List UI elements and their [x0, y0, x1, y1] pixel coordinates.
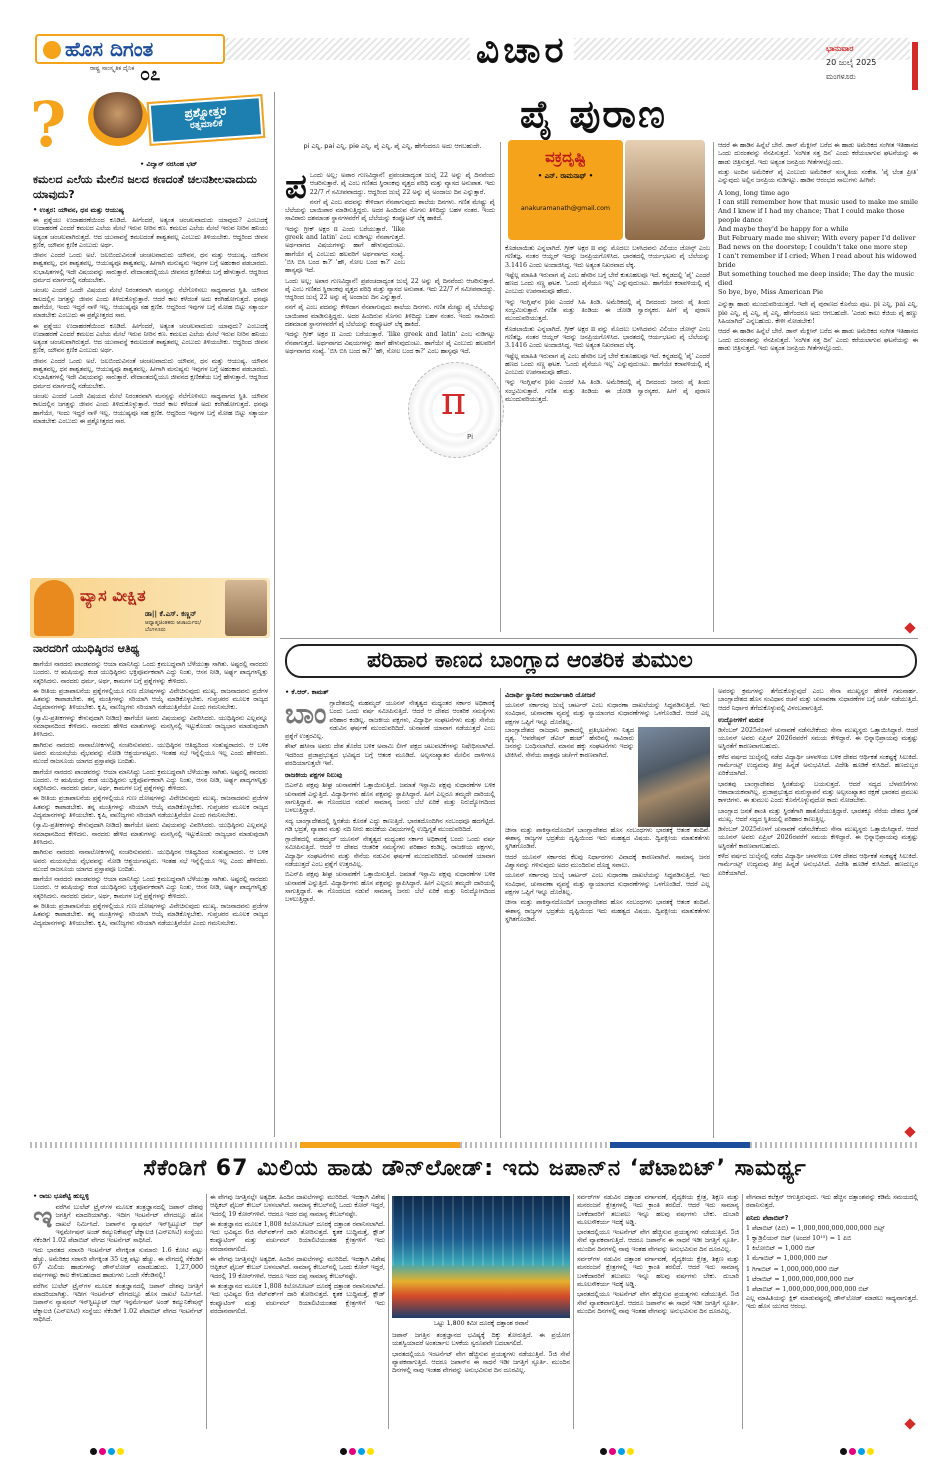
bangla-author: • ಕೆ.ಆರ್. ಕಾಮತ್	[285, 688, 329, 696]
fiber-optic-photo	[392, 1196, 570, 1318]
section-title: ವಿಚಾರ	[470, 30, 574, 72]
vyasa-author: ಡಾ|| ಕೆ.ಎಸ್. ಕಣ್ಣನ್	[145, 610, 197, 618]
japan-paragraph: ವರೆಗಿನ ಬುಲೆಟ್ ಟ್ರೈನ್‌ಗಳ ಮೂಲಕ ತಂತ್ರಜ್ಞಾನದಲ್ಲಿ ಜಪಾನ್ ದೇಶವು ಜಗತ್ತಿಗೆ ಮಾದರಿಯಾಗಿತ್ತು. ಇದೀಗ ಇಂಟರ್ನೆಟ್ ವೇಗದಲ್ಲೂ ಹೊಸ ದಾಖಲೆ ನಿರ್ಮಿಸಿದೆ. ಜಪಾನ್‌ನ ನ್ಯಾಷನಲ್ ಇನ್‌ಸ್ಟಿಟ್ಯೂಟ್ ಆಫ್ ಇನ್ಫರ್ಮೇಷನ್ ಅಂಡ್ ಕಮ್ಯುನಿಕೇಷನ್ಸ್ ಟೆಕ್ನಾಲಜಿ (ಎನ್‌ಐಸಿಟಿ) ಸಂಸ್ಥೆಯು ಸೆಕೆಂಡಿಗೆ 1.02 ಪೆಟಾಬಿಟ್ ವೇಗದ ಇಂಟರ್ನೆಟ್ ಸಾಧಿಸಿದೆ.	[33, 1204, 203, 1245]
qa-body	[33, 172, 268, 577]
japan-stripe-orange	[300, 1142, 460, 1148]
japan-stripe-bar	[30, 1142, 918, 1148]
bangla-paragraph: ಕಳೆದ ವರ್ಷದ ಜುಲೈನಲ್ಲಿ ನಡೆದ ವಿದ್ಯಾರ್ಥಿ ಚಳವಳಿಯ ಬಳಿಕ ದೇಶದ ಆರ್ಥಿಕತೆ ಸಂಕಷ್ಟಕ್ಕೆ ಸಿಲುಕಿದೆ. ಗಾರ್ಮೆಂಟ್ಸ್ ಉದ್ಯಮವು ತೀವ್ರ ಹಿನ್ನಡೆ ಅನುಭವಿಸಿದೆ. ವಿದೇಶಿ ಹೂಡಿಕೆ ಕುಸಿದಿದೆ. ಹಣದುಬ್ಬರ ಏರಿಕೆಯಾಗಿದೆ.	[718, 753, 918, 778]
japan-paragraph: ಭಾರತದಲ್ಲಿಯೂ ಇಂಟರ್ನೆಟ್ ವೇಗ ಹೆಚ್ಚಿಸುವ ಪ್ರಯತ್ನಗಳು ನಡೆಯುತ್ತಿವೆ. 5ಜಿ ಸೇವೆ ವ್ಯಾಪಕವಾಗುತ್ತಿದೆ. ಆದರೂ ಜಪಾನ್‌ನ ಈ ಸಾಧನೆ ಇಡೀ ಜಗತ್ತಿಗೆ ಸ್ಫೂರ್ತಿ. ಮುಂದಿನ ದಿನಗಳಲ್ಲಿ ನಾವು ಇಂತಹ ವೇಗವನ್ನು ಅನುಭವಿಸುವ ದಿನ ದೂರವಿಲ್ಲ.	[577, 1291, 739, 1315]
japan-paragraph: ವರೆಗಿನ ಬುಲೆಟ್ ಟ್ರೈನ್‌ಗಳ ಮೂಲಕ ತಂತ್ರಜ್ಞಾನದಲ್ಲಿ ಜಪಾನ್ ದೇಶವು ಜಗತ್ತಿಗೆ ಮಾದರಿಯಾಗಿತ್ತು. ಇದೀಗ ಇಂಟರ್ನೆಟ್ ವೇಗದಲ್ಲೂ ಹೊಸ ದಾಖಲೆ ನಿರ್ಮಿಸಿದೆ. ಜಪಾನ್‌ನ ನ್ಯಾಷನಲ್ ಇನ್‌ಸ್ಟಿಟ್ಯೂಟ್ ಆಫ್ ಇನ್ಫರ್ಮೇಷನ್ ಅಂಡ್ ಕಮ್ಯುನಿಕೇಷನ್ಸ್ ಟೆಕ್ನಾಲಜಿ (ಎನ್‌ಐಸಿಟಿ) ಸಂಸ್ಥೆಯು ಸೆಕೆಂಡಿಗೆ 1.02 ಪೆಟಾಬಿಟ್ ವೇಗದ ಇಂಟರ್ನೆಟ್ ಸಾಧಿಸಿದೆ.	[33, 1282, 203, 1323]
petabit-item: 1 ಪೆಟಾಬಿಟ್ (ಪಿಬಿ) = 1,000,000,000,000,000 ಬಿಟ್ಸ್	[746, 1224, 885, 1232]
pie-paragraph: ಇದನ್ನು ಗ್ರೀಕ್ ಅಕ್ಷರ π ಎಂದು ಬರೆಯುತ್ತಾರೆ. 'like greek and latin' ಎಂಬ ನುಡಿಗಟ್ಟು ನೆನಪಾಗುತ್ತದೆ. ಅರ್ಥವಾಗದ ವಿಷಯಗಳನ್ನು ಹಾಗೆ ಹೇಳುವುದುಂಟು. ಹಾಗೆಯೇ ಪೈ ಎಂಬುದು ಹಲವರಿಗೆ ಅರ್ಥವಾಗದ ಸಂಖ್ಯೆ. 'ಬಿಸಿ ಬಿಸಿ ಬಂದ ಕಾ?' 'ಹೌ, ಸೋಲ ಬಂದ ಕಾ?' ಎಂಬ ಹಾಸ್ಯವೂ ಇದೆ.	[285, 225, 405, 275]
qa-paragraph: ಚಂಚಲ ಎಂದರೆ ಒಂದೇ ವಿಷಯದ ಮೇಲೆ ನಿರಂತರವಾಗಿ ಮನಸ್ಸನ್ನು ನೆಲೆಗೊಳಿಸಲು ಸಾಧ್ಯವಾಗದ ಸ್ಥಿತಿ. ಯೌವನ ಕಾಲದಲ್ಲಿನ ಜಗತ್ತನ್ನು ಜೀವನ ಎಂದು ತಿಳಿದುಕೊಳ್ಳುತ್ತಾರೆ. ಆದರೆ ಕಾಲ ಕಳೆದಂತೆ ಅದು ಕರಗಿಹೋಗುತ್ತದೆ. ಧನವೂ ಹಾಗೆಯೇ, ಇಂದು ಇದ್ದರೆ ನಾಳೆ ಇಲ್ಲ. ಆಯುಷ್ಯವೂ ಸಹ ಕ್ಷಣಿಕ. ಆದ್ದರಿಂದ ಇವುಗಳ ಬಗ್ಗೆ ಮೋಹ ಬಿಟ್ಟು ಸತ್ಕಾರ್ಯ ಮಾಡಬೇಕು ಎಂಬುದು ಈ ಪ್ರಶ್ನೋತ್ತರದ ಸಾರ.	[33, 287, 268, 320]
japan-paragraph: ಭಾರತದಲ್ಲಿಯೂ ಇಂಟರ್ನೆಟ್ ವೇಗ ಹೆಚ್ಚಿಸುವ ಪ್ರಯತ್ನಗಳು ನಡೆಯುತ್ತಿವೆ. 5ಜಿ ಸೇವೆ ವ್ಯಾಪಕವಾಗುತ್ತಿದೆ. ಆದರೂ ಜಪಾನ್‌ನ ಈ ಸಾಧನೆ ಇಡೀ ಜಗತ್ತಿಗೆ ಸ್ಫೂರ್ತಿ. ಮುಂದಿನ ದಿನಗಳಲ್ಲಿ ನಾವು ಇಂತಹ ವೇಗವನ್ನು ಅನುಭವಿಸುವ ದಿನ ದೂರವಿಲ್ಲ.	[392, 1350, 570, 1375]
lotus-icon	[43, 41, 61, 59]
lyric-line: A long, long time ago	[718, 189, 790, 198]
pie-paragraph: ಆದರೆ ಈ ಹಾಡಿನ ಹಿನ್ನೆಲೆ ಬೇರೆ. ಡಾನ್ ಮೆಕ್ಲೀನ್ ಬರೆದ ಈ ಹಾಡು ಅಮೆರಿಕದ ಸಂಗೀತ ಇತಿಹಾಸದ ಒಂದು ದುರಂತವನ್ನು ನೆನಪಿಸುತ್ತದೆ. 'ಸಂಗೀತ ಸತ್ತ ದಿನ' ಎಂದು ಕರೆಯಲಾಗುವ ಘಟನೆಯನ್ನು ಈ ಹಾಡು ಚಿತ್ರಿಸುತ್ತದೆ. ಇದು ಅತ್ಯಂತ ಜನಪ್ರಿಯ ಗೀತೆಗಳಲ್ಲೊಂದು.	[718, 328, 918, 352]
server-rack-lines	[392, 1196, 570, 1266]
japan-headline: ಸೆಕೆಂಡಿಗೆ 67 ಮಿಲಿಯ ಹಾಡು ಡೌನ್‌ಲೋಡ್: ಇದು ಜಪಾನ್‌ನ ‘ಪೆಟಾಬಿಟ್’ ಸಾಮರ್ಥ್ಯ	[143, 1156, 807, 1181]
japan-col2	[210, 1194, 385, 1429]
qa-badge-title: ಪ್ರಶ್ನೋತ್ತರ	[184, 103, 227, 121]
bangla-paragraph: ಕಳೆದ ವರ್ಷದ ಜುಲೈನಲ್ಲಿ ನಡೆದ ವಿದ್ಯಾರ್ಥಿ ಚಳವಳಿಯ ಬಳಿಕ ದೇಶದ ಆರ್ಥಿಕತೆ ಸಂಕಷ್ಟಕ್ಕೆ ಸಿಲುಕಿದೆ. ಗಾರ್ಮೆಂಟ್ಸ್ ಉದ್ಯಮವು ತೀವ್ರ ಹಿನ್ನಡೆ ಅನುಭವಿಸಿದೆ. ವಿದೇಶಿ ಹೂಡಿಕೆ ಕುಸಿದಿದೆ. ಹಣದುಬ್ಬರ ಏರಿಕೆಯಾಗಿದೆ.	[718, 853, 918, 877]
column-divider	[500, 142, 501, 632]
pie-headline: ಪೈ ಪುರಾಣ	[520, 92, 667, 136]
vyasa-paragraph: ಹಾಗೆಯೇ ನಾರದರು ಪಾಂಡವರನ್ನು ಆಯಾ ಮಾನಿಸಿದ್ದು ಒಂದು ಕ್ರಮಬದ್ಧವಾಗಿ ಬೆಳೆಯುತ್ತಾ ಸಾಗಿತು. ಅಷ್ಟರಲ್ಲಿ ನಾರದರು ಬಂದರು. ಆ ಋಷಿಯನ್ನು ಕಂಡ ಯುಧಿಷ್ಠಿರನು ಭಕ್ತಿಪೂರ್ವಕವಾಗಿ ಎದ್ದು ನಿಂತು, ಆಸನ ನೀಡಿ, ಅರ್ಘ್ಯ ಪಾದ್ಯಗಳನ್ನಿತ್ತು ಸತ್ಕರಿಸಿದನು. ನಾರದರು ಧರ್ಮ, ಅರ್ಥ, ಕಾಮಗಳ ಬಗ್ಗೆ ಪ್ರಶ್ನೆಗಳನ್ನು ಕೇಳಿದರು.	[33, 661, 268, 685]
qa-paragraph: ಜೀವನ ಎಂದರೆ ಒಂದು ಅಲೆ. ಜಲಬಿಂದುವಿನಂತೆ ಚಂಚಲವಾದುದು ಯೌವನ, ಧನ ಮತ್ತು ಆಯುಷ್ಯ. ಯೌವನ ಶಾಶ್ವತವಲ್ಲ, ಧನ ಶಾಶ್ವತವಲ್ಲ, ಆಯುಷ್ಯವೂ ಶಾಶ್ವತವಲ್ಲ. ಹೀಗಾಗಿ ಮನುಷ್ಯನು ಇವುಗಳ ಬಗ್ಗೆ ಅಹಂಕಾರ ಪಡಬಾರದು. ಸುಭಾಷಿತಗಳಲ್ಲಿ ಇದೇ ವಿಷಯವನ್ನು ಸಾರುತ್ತಾರೆ. ವೇದಾಂತದಲ್ಲಿಯೂ ಜೀವನದ ಕ್ಷಣಿಕತೆಯ ಬಗ್ಗೆ ಹೇಳುತ್ತಾರೆ. ಆದ್ದರಿಂದ ಧರ್ಮದ ಮಾರ್ಗದಲ್ಲಿ ನಡೆಯಬೇಕು.	[33, 252, 268, 285]
vyasa-headline: ನಾರದರಿಗೆ ಯುಧಿಷ್ಠಿರನ ಆತಿಥ್ಯ	[33, 642, 140, 655]
lyric-line: Bad news on the doorstep; I couldn't take one more step	[718, 243, 908, 252]
pie-column-name: ವಕ್ರದೃಷ್ಟಿ	[545, 148, 586, 166]
bangla-paragraph: ಚೀನಾ ಮತ್ತು ಪಾಕಿಸ್ತಾನದೊಂದಿಗೆ ಬಾಂಗ್ಲಾದೇಶದ ಹೊಸ ಸಂಬಂಧಗಳು ಭಾರತಕ್ಕೆ ಆತಂಕ ತಂದಿವೆ. ಈಶಾನ್ಯ ರಾಜ್ಯಗಳ ಭದ್ರತೆಯ ದೃಷ್ಟಿಯಿಂದ ಇದು ಮಹತ್ವದ ವಿಷಯ. ದ್ವಿಪಕ್ಷೀಯ ಮಾತುಕತೆಗಳು ಸ್ಥಗಿತಗೊಂಡಿವೆ.	[505, 899, 710, 923]
qa-badge	[149, 96, 264, 144]
bangla-headline-bar	[285, 644, 917, 678]
japan-stripe-blue	[610, 1142, 750, 1148]
page-number: ೦೭	[140, 64, 161, 85]
pie-author: • ಎನ್. ರಾಮನಾಥ್ •	[537, 172, 594, 180]
pie-paragraph: ಇನ್ನು ಇಂಗ್ಲಿಷ್‌ನ pie ಎಂದರೆ ಸಿಹಿ ತಿಂಡಿ. ಅಮೆರಿಕದಲ್ಲಿ ಪೈ ದಿನದಂದು ಜನರು ಪೈ ತಿಂದು ಸಂಭ್ರಮಿಸುತ್ತಾರೆ. ಗಣಿತ ಮತ್ತು ತಿಂಡಿಯ ಈ ಜೋಡಿ ಸ್ವಾರಸ್ಯಕರ. ಹೀಗೆ ಪೈ ಪುರಾಣ ಮುಂದುವರಿಯುತ್ತದೆ.	[505, 298, 710, 323]
logo-text: ಹೊಸ ದಿಗಂತ	[65, 37, 154, 61]
qa-badge-sub: ರತ್ನಮಾಲಿಕೆ	[189, 118, 223, 132]
japan-paragraph: ಸರ್ವರ್‌ಗಳ ನಡುವಿನ ದತ್ತಾಂಶ ವರ್ಗಾವಣೆ, ವೈದ್ಯಕೀಯ ಕ್ಷೇತ್ರ, ಶಿಕ್ಷಣ ಮತ್ತು ಮನರಂಜನೆ ಕ್ಷೇತ್ರಗಳಲ್ಲಿ ಇದು ಕ್ರಾಂತಿ ತರಲಿದೆ. ಆದರೆ ಇದು ಸಾಮಾನ್ಯ ಬಳಕೆದಾರರಿಗೆ ತಲುಪಲು ಇನ್ನೂ ಹಲವು ವರ್ಷಗಳು ಬೇಕು. ದುಬಾರಿ ಮೂಲಸೌಕರ್ಯ ಇದಕ್ಕೆ ಅಡ್ಡಿ.	[577, 1194, 739, 1226]
bangla-subhead: ಉದ್ಭೋಗಳಿಗೆ ಮರುಕ	[718, 715, 764, 724]
bangla-paragraph: ಯೂನಸ್ ಸರ್ಕಾರವು ಜುಲೈ ಚಾರ್ಟರ್ ಎಂಬ ಸುಧಾರಣಾ ದಾಖಲೆಯನ್ನು ಸಿದ್ಧಪಡಿಸುತ್ತಿದೆ. ಇದು ಸಂವಿಧಾನ, ಚುನಾವಣಾ ವ್ಯವಸ್ಥೆ ಮತ್ತು ನ್ಯಾಯಾಂಗದ ಸುಧಾರಣೆಗಳನ್ನು ಒಳಗೊಂಡಿದೆ. ಆದರೆ ಎಲ್ಲ ಪಕ್ಷಗಳ ಒಪ್ಪಿಗೆ ಇನ್ನೂ ದೊರೆತಿಲ್ಲ.	[505, 702, 710, 726]
pie-paragraph: ಇಷ್ಟೆಲ್ಲ ಮಾಹಿತಿ ಇರುವಾಗ ಪೈ ಎಂಬ ಹೆಸರಿನ ಬಗ್ಗೆ ಬೇರೆ ಕುತೂಹಲವೂ ಇದೆ. ಕನ್ನಡದಲ್ಲಿ 'ಪೈ' ಎಂದರೆ ಹಣದ ಒಂದು ಸಣ್ಣ ಘಟಕ. 'ಒಂದು ಪೈಸೆಯೂ ಇಲ್ಲ' ಎನ್ನುವುದುಂಟು. ಹಾಗೆಯೇ ಕರಾವಳಿಯಲ್ಲಿ ಪೈ ಎಂಬುದು ಉಪನಾಮವೂ ಹೌದು.	[505, 352, 710, 377]
pie-paragraph: ಒಂದು ಅಲ್ಲ; ಅಪಾರ ಗುಣವಿದ್ದಾನೆ! ಪ್ರಪಂಚದಾದ್ಯಂತ ಜುಲೈ 22 ಅನ್ನು ಪೈ ದಿನವೆಂದು ಆಚರಿಸುತ್ತಾರೆ. ಪೈ ಎಂಬ ಗಣಿತದ ಸ್ಥಿರಾಂಕವು ವೃತ್ತದ ಪರಿಧಿ ಮತ್ತು ವ್ಯಾಸದ ಅನುಪಾತ. ಇದು 22/7 ಗೆ ಸಮೀಪವಾದದ್ದು. ಆದ್ದರಿಂದ ಜುಲೈ 22 ಅನ್ನು ಪೈ ಅಂದಾಜು ದಿನ ಎನ್ನುತ್ತಾರೆ.	[285, 277, 495, 302]
pie-author-photo	[625, 140, 705, 240]
pie-paragraph: ಕೊಡಲಾಯಿತು ಎನ್ನಲಾಗಿದೆ. ಗ್ರೀಕ್ ಅಕ್ಷರ π ವನ್ನು ಮೊದಲು ಬಳಸಿದವನು ವಿಲಿಯಂ ಜೋನ್ಸ್ ಎಂಬ ಗಣಿತಜ್ಞ. ನಂತರ ಆಯ್ಲರ್ ಇದನ್ನು ಜನಪ್ರಿಯಗೊಳಿಸಿದ. ಭಾರತದಲ್ಲಿ ಆರ್ಯಭಟನು ಪೈ ಬೆಲೆಯನ್ನು 3.1416 ಎಂದು ಅಂದಾಜಿಸಿದ್ದ. ಇದು ಅತ್ಯಂತ ನಿಖರವಾದ ಲೆಕ್ಕ.	[505, 245, 710, 269]
bangla-subhead: ರಾಜಕೀಯ ಪಕ್ಷಗಳ ನಿಲುವು	[285, 771, 343, 780]
column-divider	[713, 142, 714, 632]
bangla-col1	[285, 700, 495, 1140]
vyasa-author-role: ಆಧ್ಯಾತ್ಮಚಿಂತಕರು ಆಚಾರ್ಯರು/ಬೆಂಗಳೂರು	[145, 620, 202, 633]
pie-column-box	[508, 140, 623, 240]
vyasa-paragraph: ಹಾಗೆಯೇ ನಾರದರು ಪಾಂಡವರನ್ನು ಆಯಾ ಮಾನಿಸಿದ್ದು ಒಂದು ಕ್ರಮಬದ್ಧವಾಗಿ ಬೆಳೆಯುತ್ತಾ ಸಾಗಿತು. ಅಷ್ಟರಲ್ಲಿ ನಾರದರು ಬಂದರು. ಆ ಋಷಿಯನ್ನು ಕಂಡ ಯುಧಿಷ್ಠಿರನು ಭಕ್ತಿಪೂರ್ವಕವಾಗಿ ಎದ್ದು ನಿಂತು, ಆಸನ ನೀಡಿ, ಅರ್ಘ್ಯ ಪಾದ್ಯಗಳನ್ನಿತ್ತು ಸತ್ಕರಿಸಿದನು. ನಾರದರು ಧರ್ಮ, ಅರ್ಥ, ಕಾಮಗಳ ಬಗ್ಗೆ ಪ್ರಶ್ನೆಗಳನ್ನು ಕೇಳಿದರು.	[33, 876, 268, 900]
lyric-line: I can still remember how that music used to make me smile	[718, 198, 918, 207]
issue-day: ಭಾನುವಾರ	[826, 44, 854, 53]
japan-paragraph: ಎಲ್ಲ ಮಾಹಿತಿಯನ್ನು ಕ್ಲಿಕ್ ಮಾಡುವಷ್ಟರಲ್ಲಿ ಡೌನ್‌ಲೋಡ್ ಮಾಡಲು ಸಾಧ್ಯವಾಗುತ್ತದೆ. ಇದು ಹೊಸ ಯುಗದ ಆರಂಭ.	[746, 1294, 918, 1310]
pi-graphic	[408, 362, 504, 458]
qa-paragraph: ಚಂಚಲ ಎಂದರೆ ಒಂದೇ ವಿಷಯದ ಮೇಲೆ ನಿರಂತರವಾಗಿ ಮನಸ್ಸನ್ನು ನೆಲೆಗೊಳಿಸಲು ಸಾಧ್ಯವಾಗದ ಸ್ಥಿತಿ. ಯೌವನ ಕಾಲದಲ್ಲಿನ ಜಗತ್ತನ್ನು ಜೀವನ ಎಂದು ತಿಳಿದುಕೊಳ್ಳುತ್ತಾರೆ. ಆದರೆ ಕಾಲ ಕಳೆದಂತೆ ಅದು ಕರಗಿಹೋಗುತ್ತದೆ. ಧನವೂ ಹಾಗೆಯೇ, ಇಂದು ಇದ್ದರೆ ನಾಳೆ ಇಲ್ಲ. ಆಯುಷ್ಯವೂ ಸಹ ಕ್ಷಣಿಕ. ಆದ್ದರಿಂದ ಇವುಗಳ ಬಗ್ಗೆ ಮೋಹ ಬಿಟ್ಟು ಸತ್ಕಾರ್ಯ ಮಾಡಬೇಕು ಎಂಬುದು ಈ ಪ್ರಶ್ನೋತ್ತರದ ಸಾರ.	[33, 392, 268, 425]
pie-paragraph: ಎನ್ನುತ್ತಾ ಹಾಡು ಮುಂದುವರಿಯುತ್ತದೆ. ಇದೇ ಪೈ ಪುರಾಣದ ಕೊನೆಯ ಪುಟ. pi ಎನ್ನಿ, pai ಎನ್ನಿ, pie ಎನ್ನಿ, ಪೈ ಎನ್ನಿ, ಪೈ ಎನ್ನಿ, ಹೇಗೆಂದರೂ ಅದು ಆಗಬಹುದೇ. 'ಎರಡು ಕಾಲು ಕೆಜಿಯ ಪೈ ಹಣ್ಣು ಸಿಹಿಯಾಗಿದೆ' ಎನ್ನಬಹುದು. ಕೇಳೀ ನೋಡಬೇಕು!	[718, 301, 918, 326]
qa-paragraph: ಈ ಪ್ರಶ್ನೆಯು ಉದಾಹರಣೆಯಿಂದ ಕೂಡಿದೆ. ಹೀಗೆಂದರೆ, ಅತ್ಯಂತ ಚಂಚಲವಾದುದು ಯಾವುದು? ಎಂಬುದಕ್ಕೆ ಉದಾಹರಣೆ ಎಂದರೆ ಕಮಲದ ಎಲೆಯ ಮೇಲೆ ಇರುವ ನೀರಿನ ಕಣ. ಕಮಲದ ಎಲೆಯ ಮೇಲೆ ಇರುವ ನೀರಿನ ಹನಿಯು ಅತ್ಯಂತ ಚಂಚಲವಾಗಿರುತ್ತದೆ. ಆದ ಯುವಾವಸ್ಥೆ ಕಮಲದಂತೆ ಶಾಶ್ವತವಲ್ಲ ಎಂಬುದು ತಿಳಿಯಬೇಕು. ಆದ್ದರಿಂದ ಜೀವನ ಕ್ಷಣಿಕ, ಯೌವನ ಕ್ಷಣಿಕ ಎಂಬುದು ಅರ್ಥ.	[33, 322, 268, 355]
bangla-paragraph: ಬಾಂಗ್ಲಾದೇಶದ ರಾಜಧಾನಿ ಢಾಕಾದಲ್ಲಿ ಪ್ರತಿಭಟನೆಗಳು ನಿತ್ಯದ ದೃಶ್ಯ. 'ಆಪರೇಷನ್ ಡೆವಿಲ್ ಹಂಟ್' ಹೆಸರಿನಲ್ಲಿ ಸಾವಿರಾರು ಜನರನ್ನು ಬಂಧಿಸಲಾಗಿದೆ. ಮಾನವ ಹಕ್ಕು ಸಂಘಟನೆಗಳು ಇದನ್ನು ಟೀಕಿಸಿವೆ. ಸೇನೆಯ ಪಾತ್ರವೂ ಚರ್ಚೆಗೆ ಕಾರಣವಾಗಿದೆ.	[505, 726, 634, 759]
pie-paragraph: ಒಂದು ಅಲ್ಲ; ಅಪಾರ ಗುಣವಿದ್ದಾನೆ! ಪ್ರಪಂಚದಾದ್ಯಂತ ಜುಲೈ 22 ಅನ್ನು ಪೈ ದಿನವೆಂದು ಆಚರಿಸುತ್ತಾರೆ. ಪೈ ಎಂಬ ಗಣಿತದ ಸ್ಥಿರಾಂಕವು ವೃತ್ತದ ಪರಿಧಿ ಮತ್ತು ವ್ಯಾಸದ ಅನುಪಾತ. ಇದು 22/7 ಗೆ ಸಮೀಪವಾದದ್ದು. ಆದ್ದರಿಂದ ಜುಲೈ 22 ಅನ್ನು ಪೈ ಅಂದಾಜು ದಿನ ಎನ್ನುತ್ತಾರೆ.	[309, 172, 495, 196]
japan-paragraph: ಈ ತಂತ್ರಜ್ಞಾನದ ಮೂಲಕ 1,808 ಕಿಲೋಮೀಟರ್ ದೂರಕ್ಕೆ ದತ್ತಾಂಶ ರವಾನಿಸಲಾಗಿದೆ. ಇದು ಭವಿಷ್ಯದ 6ಜಿ ನೆಟ್‌ವರ್ಕ್‌ಗೆ ದಾರಿ ತೋರಿಸುತ್ತದೆ. ಕೃತಕ ಬುದ್ಧಿಮತ್ತೆ, ಕ್ಲೌಡ್ ಕಂಪ್ಯೂಟಿಂಗ್ ಮತ್ತು ವರ್ಚುವಲ್ ರಿಯಾಲಿಟಿಯಂತಹ ಕ್ಷೇತ್ರಗಳಿಗೆ ಇದು ವರದಾನವಾಗಲಿದೆ.	[210, 1282, 385, 1315]
pie-paragraph: ನನಗೆ ಪೈ ಎಂಬ ಪದವನ್ನು ಕೇಳಿದಾಗ ನೆನಪಾಗುವುದು ಶಾಲೆಯ ದಿನಗಳು. ಗಣಿತ ಮೇಷ್ಟ್ರು ಪೈ ಬೆಲೆಯನ್ನು ಬಾಯಿಪಾಠ ಮಾಡಿಸುತ್ತಿದ್ದರು. ಅದರ ಹಿಂದಿರುವ ಸೊಗಸು ತಿಳಿದಿದ್ದು ಬಹಳ ನಂತರ. ಇಂದು ಸಾವಿರಾರು ದಶಮಾಂಶ ಸ್ಥಾನಗಳವರೆಗೆ ಪೈ ಬೆಲೆಯನ್ನು ಕಂಪ್ಯೂಟರ್ ಲೆಕ್ಕ ಹಾಕಿದೆ.	[285, 198, 495, 223]
bangla-subhead: ವಿದಾರ್ಥಿ ಸ್ಥಾನಿಕರ ಕಾರ್ಯಾಚಾರಿ ಯೋಜನೆ	[505, 691, 596, 699]
bangla-col2	[505, 688, 710, 1138]
issue-city: ಮಂಗಳೂರು	[826, 72, 856, 81]
pi-label: Pi	[467, 433, 474, 441]
lyric-line: So bye, bye, Miss American Pie	[718, 288, 823, 297]
issue-date: 20 ಜುಲೈ 2025	[826, 58, 877, 67]
column-divider	[500, 688, 501, 1138]
pie-dropcap-icon: ಪ	[285, 172, 307, 207]
pie-paragraph: ಇಷ್ಟೆಲ್ಲ ಮಾಹಿತಿ ಇರುವಾಗ ಪೈ ಎಂಬ ಹೆಸರಿನ ಬಗ್ಗೆ ಬೇರೆ ಕುತೂಹಲವೂ ಇದೆ. ಕನ್ನಡದಲ್ಲಿ 'ಪೈ' ಎಂದರೆ ಹಣದ ಒಂದು ಸಣ್ಣ ಘಟಕ. 'ಒಂದು ಪೈಸೆಯೂ ಇಲ್ಲ' ಎನ್ನುವುದುಂಟು. ಹಾಗೆಯೇ ಕರಾವಳಿಯಲ್ಲಿ ಪೈ ಎಂಬುದು ಉಪನಾಮವೂ ಹೌದು.	[505, 271, 710, 296]
petabit-item: 1 ಮೆಗಾಬಿಟ್ = 1,000,000 ಬಿಟ್	[746, 1255, 828, 1263]
japan-paragraph: ಭಾರತದಲ್ಲಿಯೂ ಇಂಟರ್ನೆಟ್ ವೇಗ ಹೆಚ್ಚಿಸುವ ಪ್ರಯತ್ನಗಳು ನಡೆಯುತ್ತಿವೆ. 5ಜಿ ಸೇವೆ ವ್ಯಾಪಕವಾಗುತ್ತಿದೆ. ಆದರೂ ಜಪಾನ್‌ನ ಈ ಸಾಧನೆ ಇಡೀ ಜಗತ್ತಿಗೆ ಸ್ಫೂರ್ತಿ. ಮುಂದಿನ ದಿನಗಳಲ್ಲಿ ನಾವು ಇಂತಹ ವೇಗವನ್ನು ಅನುಭವಿಸುವ ದಿನ ದೂರವಿಲ್ಲ.	[577, 1229, 739, 1253]
lyric-line: I can't remember if I cried; When I read about his widowed bride	[718, 252, 917, 270]
japan-col1	[33, 1204, 203, 1429]
petabit-box-title: ಏನಿದು ಪೆಟಾಬಿಟ್?	[746, 1213, 789, 1222]
column-divider	[713, 688, 714, 1138]
bangla-paragraph: ಯೂನಸ್ ಸರ್ಕಾರವು ಜುಲೈ ಚಾರ್ಟರ್ ಎಂಬ ಸುಧಾರಣಾ ದಾಖಲೆಯನ್ನು ಸಿದ್ಧಪಡಿಸುತ್ತಿದೆ. ಇದು ಸಂವಿಧಾನ, ಚುನಾವಣಾ ವ್ಯವಸ್ಥೆ ಮತ್ತು ನ್ಯಾಯಾಂಗದ ಸುಧಾರಣೆಗಳನ್ನು ಒಳಗೊಂಡಿದೆ. ಆದರೆ ಎಲ್ಲ ಪಕ್ಷಗಳ ಒಪ್ಪಿಗೆ ಇನ್ನೂ ದೊರೆತಿಲ್ಲ.	[505, 872, 710, 896]
petabit-item: 1 ಗಿಗಾಬಿಟ್ = 1,000,000,000 ಬಿಟ್	[746, 1265, 840, 1273]
vyasa-paragraph: ಈ ರೀತಿಯ ಪ್ರಜಾಪಾಲನೆಯ ಪ್ರಶ್ನೆಗಳಲ್ಲಿಯೂ ಗುಣ ದೋಷಗಳನ್ನು ವಿವೇಚಿಸುವುದು ಮುಖ್ಯ. ರಾಜನಾದವನು ಪ್ರಜೆಗಳ ಹಿತವನ್ನು ಕಾಪಾಡಬೇಕು. ತನ್ನ ಮಂತ್ರಿಗಳನ್ನು ಸರಿಯಾಗಿ ಆಯ್ಕೆ ಮಾಡಿಕೊಳ್ಳಬೇಕು. ಗುಪ್ತಚರರ ಮೂಲಕ ರಾಜ್ಯದ ವಿದ್ಯಮಾನಗಳನ್ನು ತಿಳಿಯಬೇಕು. ಕೃಷಿ, ವಾಣಿಜ್ಯಗಳು ಸರಿಯಾಗಿ ನಡೆಯುತ್ತಿವೆಯೇ ಎಂದು ಗಮನಿಸಬೇಕು.	[33, 795, 268, 820]
vyasa-header	[30, 578, 270, 638]
bangla-paragraph: ಗ್ಲಾದೇಶದಲ್ಲಿ ಮಹಮ್ಮದ್ ಯೂನಸ್ ನೇತೃತ್ವದ ಮಧ್ಯಂತರ ಸರ್ಕಾರ ಅಧಿಕಾರಕ್ಕೆ ಬಂದು ಒಂದು ವರ್ಷ ಸಮೀಪಿಸುತ್ತಿದೆ. ಆದರೆ ಆ ದೇಶದ ಆಂತರಿಕ ಸಮಸ್ಯೆಗಳು ಪರಿಹಾರ ಕಂಡಿಲ್ಲ. ರಾಜಕೀಯ ಪಕ್ಷಗಳು, ವಿದ್ಯಾರ್ಥಿ ಸಂಘಟನೆಗಳು ಮತ್ತು ಸೇನೆಯ ನಡುವಿನ ಘರ್ಷಣೆ ಮುಂದುವರಿದಿದೆ. ಚುನಾವಣೆ ಯಾವಾಗ ನಡೆಯುತ್ತದೆ ಎಂಬ ಪ್ರಶ್ನೆಗೆ ಉತ್ತರವಿಲ್ಲ.	[285, 836, 495, 869]
photo-caption: ಒಟ್ಟು 1,800 ಕಿಮೀ ದೂರಕ್ಕೆ ದತ್ತಾಂಶ ರವಾನೆ	[433, 1320, 529, 1327]
petabit-item: 1 ಕಿಲೋಬಿಟ್ = 1,000 ಬಿಟ್	[746, 1245, 816, 1253]
japan-dropcap: ಇ	[33, 1204, 53, 1235]
petabit-item: 1 ಪೆಟಾಬಿಟ್ = 1,000,000,000,000,000 ಬಿಟ್	[746, 1286, 869, 1294]
qa-paragraph: ಈ ಪ್ರಶ್ನೆಯು ಉದಾಹರಣೆಯಿಂದ ಕೂಡಿದೆ. ಹೀಗೆಂದರೆ, ಅತ್ಯಂತ ಚಂಚಲವಾದುದು ಯಾವುದು? ಎಂಬುದಕ್ಕೆ ಉದಾಹರಣೆ ಎಂದರೆ ಕಮಲದ ಎಲೆಯ ಮೇಲೆ ಇರುವ ನೀರಿನ ಕಣ. ಕಮಲದ ಎಲೆಯ ಮೇಲೆ ಇರುವ ನೀರಿನ ಹನಿಯು ಅತ್ಯಂತ ಚಂಚಲವಾಗಿರುತ್ತದೆ. ಆದ ಯುವಾವಸ್ಥೆ ಕಮಲದಂತೆ ಶಾಶ್ವತವಲ್ಲ ಎಂಬುದು ತಿಳಿಯಬೇಕು. ಆದ್ದರಿಂದ ಜೀವನ ಕ್ಷಣಿಕ, ಯೌವನ ಕ್ಷಣಿಕ ಎಂಬುದು ಅರ್ಥ.	[33, 217, 268, 249]
masthead-accent-bar	[912, 42, 918, 90]
japan-paragraph: ಇದು ಭಾರತದ ಸರಾಸರಿ ಇಂಟರ್ನೆಟ್ ವೇಗಕ್ಕಿಂತ ಸುಮಾರು 1.6 ಕೋಟಿ ಪಟ್ಟು ಹೆಚ್ಚು. ಅಮೆರಿಕದ ಸರಾಸರಿ ವೇಗಕ್ಕಿಂತ 35 ಲಕ್ಷ ಪಟ್ಟು ಹೆಚ್ಚು. ಈ ವೇಗದಲ್ಲಿ ಸೆಕೆಂಡಿಗೆ 67 ಮಿಲಿಯ ಹಾಡುಗಳನ್ನು ಡೌನ್‌ಲೋಡ್ ಮಾಡಬಹುದು. 1,27,000 ವರ್ಷಗಳಷ್ಟು ಕಾಲ ಕೇಳಬಹುದಾದ ಹಾಡುಗಳು ಒಂದೇ ಸೆಕೆಂಡಿನಲ್ಲಿ!	[33, 1247, 203, 1280]
bangla-paragraph: ಡಿಸೆಂಬರ್ 2025ರೊಳಗೆ ಚುನಾವಣೆ ನಡೆಸಬೇಕೆಂದು ಸೇನಾ ಮುಖ್ಯಸ್ಥರು ಒತ್ತಾಯಿಸಿದ್ದಾರೆ. ಆದರೆ ಯೂನಸ್ ಅವರು ಏಪ್ರಿಲ್ 2026ರವರೆಗೆ ಸಮಯ ಕೇಳಿದ್ದಾರೆ. ಈ ಭಿನ್ನಾಭಿಪ್ರಾಯವು ಮತ್ತಷ್ಟು ಅಸ್ಥಿರತೆಗೆ ಕಾರಣವಾಗಬಹುದು.	[718, 726, 918, 751]
japan-author: • ರಾಜು ಭೂಶೆಟ್ಟಿ ಹುಬ್ಬಳ್ಳಿ	[33, 1192, 89, 1200]
bangla-paragraph: ಡಿಸೆಂಬರ್ 2025ರೊಳಗೆ ಚುನಾವಣೆ ನಡೆಸಬೇಕೆಂದು ಸೇನಾ ಮುಖ್ಯಸ್ಥರು ಒತ್ತಾಯಿಸಿದ್ದಾರೆ. ಆದರೆ ಯೂನಸ್ ಅವರು ಏಪ್ರಿಲ್ 2026ರವರೆಗೆ ಸಮಯ ಕೇಳಿದ್ದಾರೆ. ಈ ಭಿನ್ನಾಭಿಪ್ರಾಯವು ಮತ್ತಷ್ಟು ಅಸ್ಥಿರತೆಗೆ ಕಾರಣವಾಗಬಹುದು.	[718, 826, 918, 850]
pie-col2	[505, 245, 710, 633]
japan-col2-below	[392, 1332, 570, 1429]
vyasa-author-photo	[225, 580, 267, 636]
column-divider	[742, 1194, 743, 1429]
japan-col4	[746, 1194, 918, 1429]
column-divider	[206, 1194, 207, 1429]
registration-marks	[600, 1440, 636, 1459]
bangla-paragraph: ಚೀನಾ ಮತ್ತು ಪಾಕಿಸ್ತಾನದೊಂದಿಗೆ ಬಾಂಗ್ಲಾದೇಶದ ಹೊಸ ಸಂಬಂಧಗಳು ಭಾರತಕ್ಕೆ ಆತಂಕ ತಂದಿವೆ. ಈಶಾನ್ಯ ರಾಜ್ಯಗಳ ಭದ್ರತೆಯ ದೃಷ್ಟಿಯಿಂದ ಇದು ಮಹತ್ವದ ವಿಷಯ. ದ್ವಿಪಕ್ಷೀಯ ಮಾತುಕತೆಗಳು ಸ್ಥಗಿತಗೊಂಡಿವೆ.	[505, 826, 710, 851]
vyasa-paragraph: (ಸ್ವಾಮಿ-ಪ್ರತೀಕಗಳನ್ನು ಕೇಳುವುದಾಗಿ ನೀಡಿದ) ಹಾಗೆಯೇ ಅವರು ವಿಷಯವನ್ನು ವಿವರಿಸಿದರು. ಯುಧಿಷ್ಠಿರನು ಎಲ್ಲವನ್ನೂ ಸಮಾಧಾನದಿಂದ ಕೇಳಿದನು. ನಾರದರು ಹೇಳಿದ ಮಾತುಗಳನ್ನು ಮನಸ್ಸಿನಲ್ಲಿ ಇಟ್ಟುಕೊಂಡು ರಾಜ್ಯಭಾರ ಮಾಡುವುದಾಗಿ ತಿಳಿಸಿದನು.	[33, 822, 268, 846]
japan-paragraph: ಜಪಾನ್ ಜಗತ್ತಿನ ತಂತ್ರಜ್ಞಾನದ ಭವಿಷ್ಯಕ್ಕೆ ದಿಕ್ಕು ತೋರುತ್ತಿದೆ. ಈ ಪ್ರಯೋಗ ಯಶಸ್ವಿಯಾದರೆ ಅಂತರ್ಜಾಲ ಬಳಕೆಯ ಸ್ವರೂಪವೇ ಬದಲಾಗಲಿದೆ.	[392, 1332, 570, 1348]
protest-photo	[638, 727, 710, 827]
petabit-item: 1 ಕ್ವಾಡ್ರಿಲಿಯನ್ ಬಿಟ್ (ಅಂದರೆ 10¹⁵) = 1 ಪಿಬಿ	[746, 1234, 852, 1242]
bangla-headline: ಪರಿಹಾರ ಕಾಣದ ಬಾಂಗ್ಲಾದ ಆಂತರಿಕ ತುಮುಲ	[367, 648, 693, 673]
column-divider	[573, 1194, 574, 1429]
japan-paragraph: ಈ ವೇಗವು ಜಗತ್ತಿನಲ್ಲೇ ಅತ್ಯಧಿಕ. ಹಿಂದಿನ ದಾಖಲೆಗಳನ್ನು ಮುರಿದಿದೆ. ಇದಕ್ಕಾಗಿ ವಿಶೇಷ ಆಪ್ಟಿಕಲ್ ಫೈಬರ್ ಕೇಬಲ್ ಬಳಸಲಾಗಿದೆ. ಸಾಮಾನ್ಯ ಕೇಬಲ್‌ನಲ್ಲಿ ಒಂದು ಕೋರ್ ಇದ್ದರೆ, ಇದರಲ್ಲಿ 19 ಕೋರ್‌ಗಳಿವೆ. ಆದರೂ ಇದರ ದಪ್ಪ ಸಾಮಾನ್ಯ ಕೇಬಲ್‌ನಷ್ಟೇ.	[210, 1256, 385, 1280]
sage-icon	[34, 580, 74, 636]
column-divider	[274, 92, 275, 1137]
registration-marks	[840, 1440, 876, 1459]
vyasa-paragraph: ಹಾಗಿರುವ ನಾರದರು ನಾನಾಲೋಕಗಳಲ್ಲಿ ಸಂಚರಿಸುವವರು. ಯುಧಿಷ್ಠಿರನ ಆತಿಥ್ಯದಿಂದ ಸಂತುಷ್ಟರಾದರು. ಆ ಬಳಿಕ ಅವರು ಮಯಸಭೆಯ ವೈಭವವನ್ನು ನೋಡಿ ಆಶ್ಚರ್ಯಪಟ್ಟರು. ಇಂತಹ ಸಭೆ ಇನ್ನೆಲ್ಲಿಯೂ ಇಲ್ಲ ಎಂದು ಹೇಳಿದರು. ಮುಂದೆ ರಾಜಸೂಯ ಯಾಗದ ಪ್ರಸ್ತಾಪವೂ ಬಂದಿತು.	[33, 741, 268, 766]
column-divider	[388, 1194, 389, 1429]
japan-paragraph: ಈ ವೇಗವು ಜಗತ್ತಿನಲ್ಲೇ ಅತ್ಯಧಿಕ. ಹಿಂದಿನ ದಾಖಲೆಗಳನ್ನು ಮುರಿದಿದೆ. ಇದಕ್ಕಾಗಿ ವಿಶೇಷ ಆಪ್ಟಿಕಲ್ ಫೈಬರ್ ಕೇಬಲ್ ಬಳಸಲಾಗಿದೆ. ಸಾಮಾನ್ಯ ಕೇಬಲ್‌ನಲ್ಲಿ ಒಂದು ಕೋರ್ ಇದ್ದರೆ, ಇದರಲ್ಲಿ 19 ಕೋರ್‌ಗಳಿವೆ. ಆದರೂ ಇದರ ದಪ್ಪ ಸಾಮಾನ್ಯ ಕೇಬಲ್‌ನಷ್ಟೇ.	[210, 1194, 385, 1218]
vyasa-title: ವ್ಯಾಸ ವೀಕ್ಷಿತ	[80, 586, 146, 605]
japan-col3	[577, 1194, 739, 1429]
lyric-line: And I knew if I had my chance; That I could make those people dance	[718, 207, 905, 225]
vyasa-paragraph: (ಸ್ವಾಮಿ-ಪ್ರತೀಕಗಳನ್ನು ಕೇಳುವುದಾಗಿ ನೀಡಿದ) ಹಾಗೆಯೇ ಅವರು ವಿಷಯವನ್ನು ವಿವರಿಸಿದರು. ಯುಧಿಷ್ಠಿರನು ಎಲ್ಲವನ್ನೂ ಸಮಾಧಾನದಿಂದ ಕೇಳಿದನು. ನಾರದರು ಹೇಳಿದ ಮಾತುಗಳನ್ನು ಮನಸ್ಸಿನಲ್ಲಿ ಇಟ್ಟುಕೊಂಡು ರಾಜ್ಯಭಾರ ಮಾಡುವುದಾಗಿ ತಿಳಿಸಿದನು.	[33, 714, 268, 739]
pie-paragraph: ಆದರೆ ಈ ಹಾಡಿನ ಹಿನ್ನೆಲೆ ಬೇರೆ. ಡಾನ್ ಮೆಕ್ಲೀನ್ ಬರೆದ ಈ ಹಾಡು ಅಮೆರಿಕದ ಸಂಗೀತ ಇತಿಹಾಸದ ಒಂದು ದುರಂತವನ್ನು ನೆನಪಿಸುತ್ತದೆ. 'ಸಂಗೀತ ಸತ್ತ ದಿನ' ಎಂದು ಕರೆಯಲಾಗುವ ಘಟನೆಯನ್ನು ಈ ಹಾಡು ಚಿತ್ರಿಸುತ್ತದೆ. ಇದು ಅತ್ಯಂತ ಜನಪ್ರಿಯ ಗೀತೆಗಳಲ್ಲೊಂದು.	[718, 142, 918, 166]
pie-col3	[718, 142, 918, 632]
bangla-paragraph: ಬಿಎನ್‌ಪಿ ಪಕ್ಷವು ಶೀಘ್ರ ಚುನಾವಣೆಗೆ ಒತ್ತಾಯಿಸುತ್ತಿದೆ. ಜಮಾತೆ ಇಸ್ಲಾಮಿ ಪಕ್ಷವು ಸುಧಾರಣೆಗಳ ಬಳಿಕ ಚುನಾವಣೆ ಎನ್ನುತ್ತಿದೆ. ವಿದ್ಯಾರ್ಥಿಗಳು ಹೊಸ ಪಕ್ಷವನ್ನು ಸ್ಥಾಪಿಸಿದ್ದಾರೆ. ಹೀಗೆ ಎಲ್ಲರೂ ತಮ್ಮದೇ ದಾರಿಯಲ್ಲಿ ಸಾಗುತ್ತಿದ್ದಾರೆ. ಈ ಗೊಂದಲದ ನಡುವೆ ಸಾಮಾನ್ಯ ಜನರು ಬೆಲೆ ಏರಿಕೆ ಮತ್ತು ನಿರುದ್ಯೋಗದಿಂದ ಬಳಲುತ್ತಿದ್ದಾರೆ.	[285, 871, 495, 904]
vyasa-paragraph: ಹಾಗೆಯೇ ನಾರದರು ಪಾಂಡವರನ್ನು ಆಯಾ ಮಾನಿಸಿದ್ದು ಒಂದು ಕ್ರಮಬದ್ಧವಾಗಿ ಬೆಳೆಯುತ್ತಾ ಸಾಗಿತು. ಅಷ್ಟರಲ್ಲಿ ನಾರದರು ಬಂದರು. ಆ ಋಷಿಯನ್ನು ಕಂಡ ಯುಧಿಷ್ಠಿರನು ಭಕ್ತಿಪೂರ್ವಕವಾಗಿ ಎದ್ದು ನಿಂತು, ಆಸನ ನೀಡಿ, ಅರ್ಘ್ಯ ಪಾದ್ಯಗಳನ್ನಿತ್ತು ಸತ್ಕರಿಸಿದನು. ನಾರದರು ಧರ್ಮ, ಅರ್ಥ, ಕಾಮಗಳ ಬಗ್ಗೆ ಪ್ರಶ್ನೆಗಳನ್ನು ಕೇಳಿದರು.	[33, 768, 268, 793]
pie-paragraph: ಕೊಡಲಾಯಿತು ಎನ್ನಲಾಗಿದೆ. ಗ್ರೀಕ್ ಅಕ್ಷರ π ವನ್ನು ಮೊದಲು ಬಳಸಿದವನು ವಿಲಿಯಂ ಜೋನ್ಸ್ ಎಂಬ ಗಣಿತಜ್ಞ. ನಂತರ ಆಯ್ಲರ್ ಇದನ್ನು ಜನಪ್ರಿಯಗೊಳಿಸಿದ. ಭಾರತದಲ್ಲಿ ಆರ್ಯಭಟನು ಪೈ ಬೆಲೆಯನ್ನು 3.1416 ಎಂದು ಅಂದಾಜಿಸಿದ್ದ. ಇದು ಅತ್ಯಂತ ನಿಖರವಾದ ಲೆಕ್ಕ.	[505, 325, 710, 350]
registration-marks	[90, 1440, 126, 1459]
pie-lyrics	[718, 189, 918, 297]
petabit-box	[746, 1214, 918, 1295]
registration-marks	[340, 1440, 376, 1459]
question-mark-icon: ?	[30, 88, 67, 161]
bangla-paragraph: ಬಾಂಗ್ಲಾದ ಜನತೆ ಶಾಂತಿ ಮತ್ತು ಸ್ಥಿರತೆಗಾಗಿ ಹಾತೊರೆಯುತ್ತಿದ್ದಾರೆ. ಭಾರತಕ್ಕೂ ನೆರೆಯ ದೇಶದ ಸ್ಥಿರತೆ ಮುಖ್ಯ. ಆದರೆ ಸದ್ಯದ ಸ್ಥಿತಿಯಲ್ಲಿ ಪರಿಹಾರ ಕಾಣುತ್ತಿಲ್ಲ.	[718, 807, 918, 823]
vyasa-paragraph: ಈ ರೀತಿಯ ಪ್ರಜಾಪಾಲನೆಯ ಪ್ರಶ್ನೆಗಳಲ್ಲಿಯೂ ಗುಣ ದೋಷಗಳನ್ನು ವಿವೇಚಿಸುವುದು ಮುಖ್ಯ. ರಾಜನಾದವನು ಪ್ರಜೆಗಳ ಹಿತವನ್ನು ಕಾಪಾಡಬೇಕು. ತನ್ನ ಮಂತ್ರಿಗಳನ್ನು ಸರಿಯಾಗಿ ಆಯ್ಕೆ ಮಾಡಿಕೊಳ್ಳಬೇಕು. ಗುಪ್ತಚರರ ಮೂಲಕ ರಾಜ್ಯದ ವಿದ್ಯಮಾನಗಳನ್ನು ತಿಳಿಯಬೇಕು. ಕೃಷಿ, ವಾಣಿಜ್ಯಗಳು ಸರಿಯಾಗಿ ನಡೆಯುತ್ತಿವೆಯೇ ಎಂದು ಗಮನಿಸಬೇಕು.	[33, 903, 268, 927]
section-divider	[280, 638, 918, 639]
qa-paragraph: ಜೀವನ ಎಂದರೆ ಒಂದು ಅಲೆ. ಜಲಬಿಂದುವಿನಂತೆ ಚಂಚಲವಾದುದು ಯೌವನ, ಧನ ಮತ್ತು ಆಯುಷ್ಯ. ಯೌವನ ಶಾಶ್ವತವಲ್ಲ, ಧನ ಶಾಶ್ವತವಲ್ಲ, ಆಯುಷ್ಯವೂ ಶಾಶ್ವತವಲ್ಲ. ಹೀಗಾಗಿ ಮನುಷ್ಯನು ಇವುಗಳ ಬಗ್ಗೆ ಅಹಂಕಾರ ಪಡಬಾರದು. ಸುಭಾಷಿತಗಳಲ್ಲಿ ಇದೇ ವಿಷಯವನ್ನು ಸಾರುತ್ತಾರೆ. ವೇದಾಂತದಲ್ಲಿಯೂ ಜೀವನದ ಕ್ಷಣಿಕತೆಯ ಬಗ್ಗೆ ಹೇಳುತ್ತಾರೆ. ಆದ್ದರಿಂದ ಧರ್ಮದ ಮಾರ್ಗದಲ್ಲಿ ನಡೆಯಬೇಕು.	[33, 357, 268, 390]
bangla-paragraph: ಸದ್ಯ ಬಾಂಗ್ಲಾದೇಶದಲ್ಲಿ ಸ್ಥಿರತೆಯ ಕೊರತೆ ಎದ್ದು ಕಾಣುತ್ತಿದೆ. ಭಾರತದೊಂದಿಗಿನ ಸಂಬಂಧವೂ ಹದಗೆಟ್ಟಿದೆ. ಗಡಿ ಭದ್ರತೆ, ವ್ಯಾಪಾರ ಮತ್ತು ನದಿ ನೀರು ಹಂಚಿಕೆಯ ವಿಷಯಗಳಲ್ಲಿ ಉದ್ವಿಗ್ನತೆ ಮುಂದುವರಿದಿದೆ.	[285, 817, 495, 833]
japan-paragraph: ವೇಗವಾದ ಕಲೆಕ್ಷನ್ ಆಗುತ್ತಿರುವುದು. ಇದು ಹೆಚ್ಚಿನ ದತ್ತಾಂಶವನ್ನು ಕಡಿಮೆ ಸಮಯದಲ್ಲಿ ರವಾನಿಸುತ್ತದೆ.	[746, 1194, 918, 1210]
vyasa-paragraph: ಹಾಗಿರುವ ನಾರದರು ನಾನಾಲೋಕಗಳಲ್ಲಿ ಸಂಚರಿಸುವವರು. ಯುಧಿಷ್ಠಿರನ ಆತಿಥ್ಯದಿಂದ ಸಂತುಷ್ಟರಾದರು. ಆ ಬಳಿಕ ಅವರು ಮಯಸಭೆಯ ವೈಭವವನ್ನು ನೋಡಿ ಆಶ್ಚರ್ಯಪಟ್ಟರು. ಇಂತಹ ಸಭೆ ಇನ್ನೆಲ್ಲಿಯೂ ಇಲ್ಲ ಎಂದು ಹೇಳಿದರು. ಮುಂದೆ ರಾಜಸೂಯ ಯಾಗದ ಪ್ರಸ್ತಾಪವೂ ಬಂದಿತು.	[33, 849, 268, 873]
pie-intro: pi ಎನ್ನಿ, pai ಎನ್ನಿ, pie ಎನ್ನಿ, ಪೈ ಎನ್ನಿ, ಪೈ ಎನ್ನಿ, ಹೇಗೆಂದರೂ ಅದು ಆಗಬಹುದೇ.	[303, 142, 482, 150]
bangla-paragraph: ಗ್ಲಾದೇಶದಲ್ಲಿ ಮಹಮ್ಮದ್ ಯೂನಸ್ ನೇತೃತ್ವದ ಮಧ್ಯಂತರ ಸರ್ಕಾರ ಅಧಿಕಾರಕ್ಕೆ ಬಂದು ಒಂದು ವರ್ಷ ಸಮೀಪಿಸುತ್ತಿದೆ. ಆದರೆ ಆ ದೇಶದ ಆಂತರಿಕ ಸಮಸ್ಯೆಗಳು ಪರಿಹಾರ ಕಂಡಿಲ್ಲ. ರಾಜಕೀಯ ಪಕ್ಷಗಳು, ವಿದ್ಯಾರ್ಥಿ ಸಂಘಟನೆಗಳು ಮತ್ತು ಸೇನೆಯ ನಡುವಿನ ಘರ್ಷಣೆ ಮುಂದುವರಿದಿದೆ. ಚುನಾವಣೆ ಯಾವಾಗ ನಡೆಯುತ್ತದೆ ಎಂಬ ಪ್ರಶ್ನೆಗೆ ಉತ್ತರವಿಲ್ಲ.	[285, 700, 495, 741]
japan-paragraph: ಸರ್ವರ್‌ಗಳ ನಡುವಿನ ದತ್ತಾಂಶ ವರ್ಗಾವಣೆ, ವೈದ್ಯಕೀಯ ಕ್ಷೇತ್ರ, ಶಿಕ್ಷಣ ಮತ್ತು ಮನರಂಜನೆ ಕ್ಷೇತ್ರಗಳಲ್ಲಿ ಇದು ಕ್ರಾಂತಿ ತರಲಿದೆ. ಆದರೆ ಇದು ಸಾಮಾನ್ಯ ಬಳಕೆದಾರರಿಗೆ ತಲುಪಲು ಇನ್ನೂ ಹಲವು ವರ್ಷಗಳು ಬೇಕು. ದುಬಾರಿ ಮೂಲಸೌಕರ್ಯ ಇದಕ್ಕೆ ಅಡ್ಡಿ.	[577, 1256, 739, 1288]
pie-paragraph: ನನಗೆ ಪೈ ಎಂಬ ಪದವನ್ನು ಕೇಳಿದಾಗ ನೆನಪಾಗುವುದು ಶಾಲೆಯ ದಿನಗಳು. ಗಣಿತ ಮೇಷ್ಟ್ರು ಪೈ ಬೆಲೆಯನ್ನು ಬಾಯಿಪಾಠ ಮಾಡಿಸುತ್ತಿದ್ದರು. ಅದರ ಹಿಂದಿರುವ ಸೊಗಸು ತಿಳಿದಿದ್ದು ಬಹಳ ನಂತರ. ಇಂದು ಸಾವಿರಾರು ದಶಮಾಂಶ ಸ್ಥಾನಗಳವರೆಗೆ ಪೈ ಬೆಲೆಯನ್ನು ಕಂಪ್ಯೂಟರ್ ಲೆಕ್ಕ ಹಾಕಿದೆ.	[285, 304, 495, 329]
qa-author: • ವಿದ್ವಾನ್ ನರಸಿಂಹ ಭಟ್	[140, 160, 198, 168]
qa-answer-lead: • ಉತ್ತರ: ಯೌವನ, ಧನ ಮತ್ತು ಆಯುಷ್ಯ	[33, 206, 125, 214]
pie-paragraph: ಮತ್ತು ಅಂದಿನ ಅಮೆರಿಕನ್ ಪೈ ಎಂಬುದು ಅಮೆರಿಕನ್ ಸಂಸ್ಕೃತಿಯ ಸಂಕೇತ. 'ಪೈ ಬೆಂತ ಪ್ರೀತಿ' ಎನ್ನುವುದು ಅಲ್ಲಿನ ಜನಪ್ರಿಯ ನುಡಿಗಟ್ಟು. ಹಾಡಿನ ಆರಂಭದ ಸಾಲುಗಳು ಹೀಗಿವೆ:	[718, 168, 918, 185]
pie-paragraph: ಇನ್ನು ಇಂಗ್ಲಿಷ್‌ನ pie ಎಂದರೆ ಸಿಹಿ ತಿಂಡಿ. ಅಮೆರಿಕದಲ್ಲಿ ಪೈ ದಿನದಂದು ಜನರು ಪೈ ತಿಂದು ಸಂಭ್ರಮಿಸುತ್ತಾರೆ. ಗಣಿತ ಮತ್ತು ತಿಂಡಿಯ ಈ ಜೋಡಿ ಸ್ವಾರಸ್ಯಕರ. ಹೀಗೆ ಪೈ ಪುರಾಣ ಮುಂದುವರಿಯುತ್ತದೆ.	[505, 379, 710, 404]
vyasa-body	[33, 642, 268, 1137]
logo-tagline: ರಾಷ್ಟ್ರ ಸಾಂಸ್ಕೃತಿಕ ದೈನಿಕ	[90, 65, 135, 72]
bangla-paragraph: ಶೇಖ್ ಹಸೀನಾ ಅವರು ದೇಶ ತೊರೆದ ಬಳಿಕ ಅವಾಮಿ ಲೀಗ್ ಪಕ್ಷದ ಚಟುವಟಿಕೆಗಳನ್ನು ನಿಷೇಧಿಸಲಾಗಿದೆ. ಇದರಿಂದ ಪ್ರಜಾಪ್ರಭುತ್ವದ ಭವಿಷ್ಯದ ಬಗ್ಗೆ ಆತಂಕ ಮೂಡಿದೆ. ಅಲ್ಪಸಂಖ್ಯಾತರ ಮೇಲಿನ ದಾಳಿಗಳೂ ವರದಿಯಾಗುತ್ತಲೇ ಇವೆ.	[285, 743, 495, 768]
bangla-col3	[718, 688, 918, 1138]
pie-email: anakuramanath@gmail.com	[520, 205, 611, 212]
pie-paragraph: ಇದನ್ನು ಗ್ರೀಕ್ ಅಕ್ಷರ π ಎಂದು ಬರೆಯುತ್ತಾರೆ. 'like greek and latin' ಎಂಬ ನುಡಿಗಟ್ಟು ನೆನಪಾಗುತ್ತದೆ. ಅರ್ಥವಾಗದ ವಿಷಯಗಳನ್ನು ಹಾಗೆ ಹೇಳುವುದುಂಟು. ಹಾಗೆಯೇ ಪೈ ಎಂಬುದು ಹಲವರಿಗೆ ಅರ್ಥವಾಗದ ಸಂಖ್ಯೆ. 'ಬಿಸಿ ಬಿಸಿ ಬಂದ ಕಾ?' 'ಹೌ, ಸೋಲ ಬಂದ ಕಾ?' ಎಂಬ ಹಾಸ್ಯವೂ ಇದೆ.	[285, 331, 495, 355]
bangla-paragraph: ಭಾರತವು ಬಾಂಗ್ಲಾದೇಶದ ಸ್ಥಿರತೆಯನ್ನು ಬಯಸುತ್ತದೆ. ಆದರೆ ಸದ್ಯದ ಬೆಳವಣಿಗೆಗಳು ಆಶಾದಾಯಕವಾಗಿಲ್ಲ. ಪ್ರಜಾಪ್ರಭುತ್ವದ ಮರುಸ್ಥಾಪನೆ ಮತ್ತು ಅಲ್ಪಸಂಖ್ಯಾತರ ರಕ್ಷಣೆ ಭಾರತದ ಪ್ರಮುಖ ಕಾಳಜಿಗಳು. ಈ ತುಮುಲ ಎಂದು ಕೊನೆಗೊಳ್ಳುವುದೋ ಕಾದು ನೋಡಬೇಕು.	[718, 780, 918, 805]
bangla-paragraph: ಆದರೆ ಯೂನಸ್ ಸರ್ಕಾರದ ಕೆಲವು ನಿರ್ಧಾರಗಳು ವಿವಾದಕ್ಕೆ ಕಾರಣವಾಗಿವೆ. ಸಾಮಾನ್ಯ ಜನರ ವಿಶ್ವಾಸವನ್ನು ಗಳಿಸುವುದು ಅದರ ಮುಂದಿರುವ ದೊಡ್ಡ ಸವಾಲು.	[505, 853, 710, 870]
qa-header	[30, 88, 270, 161]
lyric-line: But February made me shiver; With every paper I'd deliver	[718, 234, 916, 243]
bangla-paragraph: ಬಿಎನ್‌ಪಿ ಪಕ್ಷವು ಶೀಘ್ರ ಚುನಾವಣೆಗೆ ಒತ್ತಾಯಿಸುತ್ತಿದೆ. ಜಮಾತೆ ಇಸ್ಲಾಮಿ ಪಕ್ಷವು ಸುಧಾರಣೆಗಳ ಬಳಿಕ ಚುನಾವಣೆ ಎನ್ನುತ್ತಿದೆ. ವಿದ್ಯಾರ್ಥಿಗಳು ಹೊಸ ಪಕ್ಷವನ್ನು ಸ್ಥಾಪಿಸಿದ್ದಾರೆ. ಹೀಗೆ ಎಲ್ಲರೂ ತಮ್ಮದೇ ದಾರಿಯಲ್ಲಿ ಸಾಗುತ್ತಿದ್ದಾರೆ. ಈ ಗೊಂದಲದ ನಡುವೆ ಸಾಮಾನ್ಯ ಜನರು ಬೆಲೆ ಏರಿಕೆ ಮತ್ತು ನಿರುದ್ಯೋಗದಿಂದ ಬಳಲುತ್ತಿದ್ದಾರೆ.	[285, 782, 495, 815]
logo	[35, 34, 225, 64]
lyric-line: And maybe they'd be happy for a while	[718, 225, 849, 234]
qa-question: ಕಮಲದ ಎಲೆಯ ಮೇಲಿನ ಜಲದ ಕಣದಂತೆ ಚಲನಶೀಲವಾದುದು ಯಾವುದು?	[33, 173, 257, 201]
bangla-paragraph: ಅವರನ್ನು ಕ್ರಮಗಳನ್ನು ತೆಗೆದುಕೊಳ್ಳುವುದೆ ಎಂಬ ಸೇನಾ ಮುಖ್ಯಸ್ಥರ ಹೇಳಿಕೆ ಗಮನಾರ್ಹ. ಬಾಂಗ್ಲಾದೇಶದ ಹೊಸ ಸಂವಿಧಾನ ರಚನೆ ಮತ್ತು ಚುನಾವಣಾ ಸುಧಾರಣೆಗಳ ಬಗ್ಗೆ ಚರ್ಚೆ ನಡೆಯುತ್ತಿದೆ. ಆದರೆ ನಿರ್ಧಾರ ತೆಗೆದುಕೊಳ್ಳುವಲ್ಲಿ ವಿಳಂಬವಾಗುತ್ತಿದೆ.	[718, 688, 918, 712]
author-photo	[88, 92, 148, 146]
masthead	[0, 0, 945, 90]
bangla-dropcap: ಬಾಂ	[285, 700, 327, 730]
japan-paragraph: ಈ ತಂತ್ರಜ್ಞಾನದ ಮೂಲಕ 1,808 ಕಿಲೋಮೀಟರ್ ದೂರಕ್ಕೆ ದತ್ತಾಂಶ ರವಾನಿಸಲಾಗಿದೆ. ಇದು ಭವಿಷ್ಯದ 6ಜಿ ನೆಟ್‌ವರ್ಕ್‌ಗೆ ದಾರಿ ತೋರಿಸುತ್ತದೆ. ಕೃತಕ ಬುದ್ಧಿಮತ್ತೆ, ಕ್ಲೌಡ್ ಕಂಪ್ಯೂಟಿಂಗ್ ಮತ್ತು ವರ್ಚುವಲ್ ರಿಯಾಲಿಟಿಯಂತಹ ಕ್ಷೇತ್ರಗಳಿಗೆ ಇದು ವರದಾನವಾಗಲಿದೆ.	[210, 1220, 385, 1253]
petabit-item: 1 ಟೆರಾಬಿಟ್ = 1,000,000,000,000 ಬಿಟ್	[746, 1276, 855, 1284]
pi-symbol-icon: π	[441, 379, 466, 423]
vyasa-paragraph: ಈ ರೀತಿಯ ಪ್ರಜಾಪಾಲನೆಯ ಪ್ರಶ್ನೆಗಳಲ್ಲಿಯೂ ಗುಣ ದೋಷಗಳನ್ನು ವಿವೇಚಿಸುವುದು ಮುಖ್ಯ. ರಾಜನಾದವನು ಪ್ರಜೆಗಳ ಹಿತವನ್ನು ಕಾಪಾಡಬೇಕು. ತನ್ನ ಮಂತ್ರಿಗಳನ್ನು ಸರಿಯಾಗಿ ಆಯ್ಕೆ ಮಾಡಿಕೊಳ್ಳಬೇಕು. ಗುಪ್ತಚರರ ಮೂಲಕ ರಾಜ್ಯದ ವಿದ್ಯಮಾನಗಳನ್ನು ತಿಳಿಯಬೇಕು. ಕೃಷಿ, ವಾಣಿಜ್ಯಗಳು ಸರಿಯಾಗಿ ನಡೆಯುತ್ತಿವೆಯೇ ಎಂದು ಗಮನಿಸಬೇಕು.	[33, 687, 268, 712]
lyric-line: But something touched me deep inside; The day the music died	[718, 270, 915, 288]
